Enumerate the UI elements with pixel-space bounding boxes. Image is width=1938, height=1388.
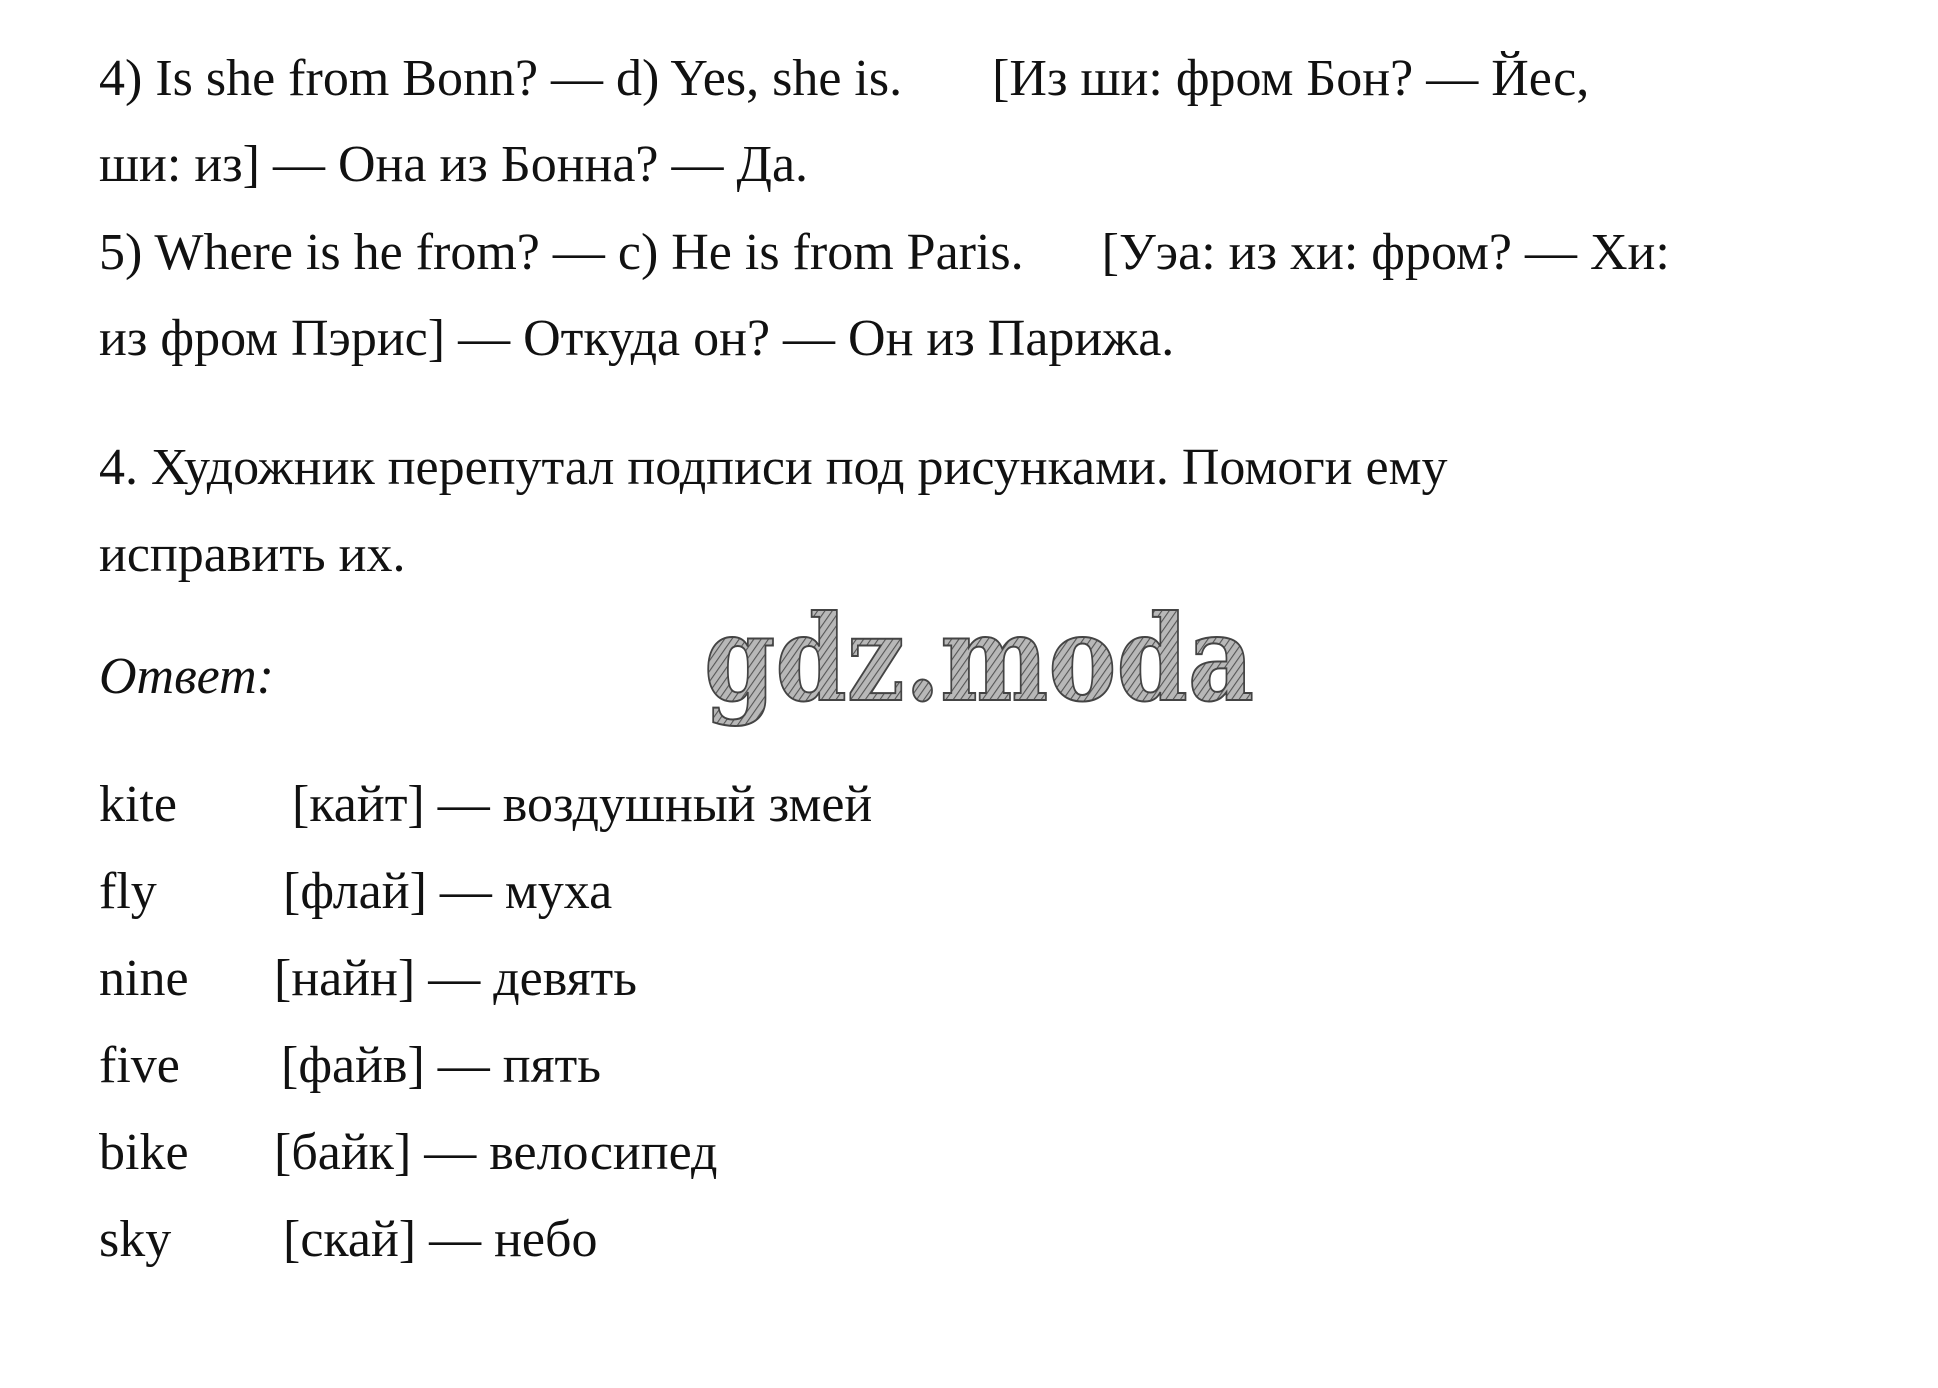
vocab-translation-bike: [байк] — велосипед xyxy=(274,1124,718,1181)
task-heading-line-1: 4. Художник перепутал подписи под рисунками. Помоги ему xyxy=(99,439,1448,496)
item-5-question: 5) Where is he from? — c) He is from Paris. xyxy=(99,224,1024,281)
item-4-question: 4) Is she from Bonn? — d) Yes, she is. xyxy=(99,50,903,107)
item-5-line-2: из фром Пэрис] — Откуда он? — Он из Парижа. xyxy=(99,310,1175,367)
watermark-text: gdz.moda xyxy=(704,589,1254,728)
vocab-word-five: five xyxy=(99,1037,180,1094)
vocab-word-sky: sky xyxy=(99,1211,172,1268)
item-4-pronunciation: [Из ши: фром Бон? — Йес, xyxy=(992,50,1590,107)
answer-label: Ответ: xyxy=(99,648,274,705)
vocab-translation-five: [файв] — пять xyxy=(281,1037,601,1094)
item-4-line-2: ши: из] — Она из Бонна? — Да. xyxy=(99,136,809,193)
item-4-line-1 xyxy=(99,49,1589,109)
item-5-line-1 xyxy=(99,223,1670,283)
vocab-translation-kite: [кайт] — воздушный змей xyxy=(292,776,873,833)
task-heading-line-2: исправить их. xyxy=(99,526,406,583)
vocab-translation-sky: [скай] — небо xyxy=(283,1211,598,1268)
vocab-word-nine: nine xyxy=(99,950,189,1007)
vocab-translation-fly: [флай] — муха xyxy=(283,863,613,920)
item-5-pronunciation: [Уэа: из хи: фром? — Хи: xyxy=(1101,224,1670,281)
vocab-word-bike: bike xyxy=(99,1124,189,1181)
vocab-word-fly: fly xyxy=(99,863,157,920)
watermark-logo xyxy=(700,589,1260,730)
vocab-word-kite: kite xyxy=(99,776,177,833)
vocab-translation-nine: [найн] — девять xyxy=(274,950,637,1007)
